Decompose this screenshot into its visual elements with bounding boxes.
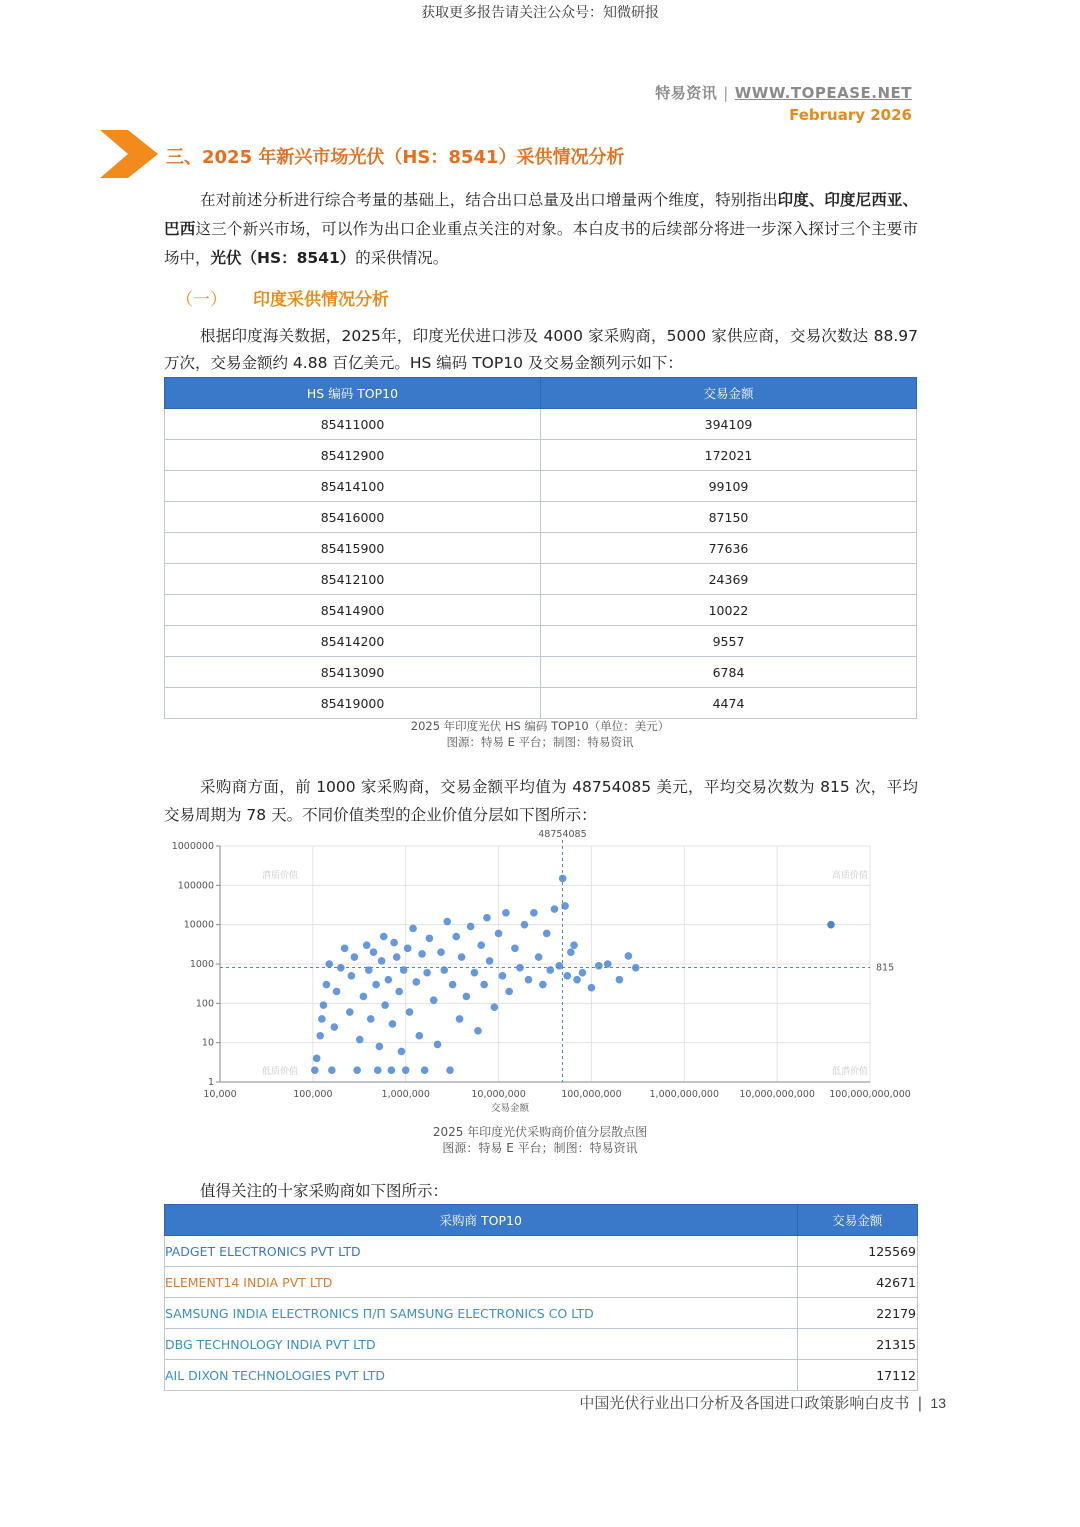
header-brand	[655, 82, 912, 103]
x-tick-label: 1,000,000,000	[649, 1089, 720, 1100]
hs-table-header-row	[165, 378, 917, 409]
data-point	[446, 1066, 454, 1074]
subsection-label: 印度采供情况分析	[253, 290, 389, 310]
table-row	[165, 564, 917, 595]
y-tick-label: 1000	[189, 959, 214, 970]
data-point	[579, 969, 587, 977]
data-point	[346, 1008, 354, 1016]
top-buyers-table	[164, 1204, 918, 1391]
quadrant-label: 低质价值	[261, 1067, 299, 1077]
data-point	[616, 976, 624, 984]
intro-text-2: 这三个新兴市场，可以作为出口企业重点关注的对象。本白皮书的后续部分将进一步深入探讨三个主要市场中，	[164, 220, 918, 267]
intro-text-1: 在对前述分析进行综合考量的基础上，结合出口总量及出口增量两个维度，特别指出	[200, 191, 778, 209]
data-point	[390, 939, 398, 947]
top-buyers-intro	[164, 1177, 918, 1206]
watermark-text: 获取更多报告请关注公众号：知微研报	[421, 5, 659, 21]
amount-cell: 17112	[797, 1360, 917, 1391]
amount-cell: 6784	[541, 657, 917, 688]
hs-code-cell: 85414900	[165, 595, 541, 626]
data-point	[471, 969, 479, 977]
buyers-table-header-amount: 交易金额	[797, 1205, 917, 1236]
mean-x-label: 48754085	[538, 829, 587, 840]
amount-cell: 77636	[541, 533, 917, 564]
y-tick-label: 100	[195, 998, 214, 1010]
data-point	[393, 953, 401, 961]
data-point	[372, 981, 380, 989]
scatter-caption	[0, 1124, 1080, 1156]
data-point	[398, 1048, 406, 1056]
data-point	[323, 981, 331, 989]
data-point	[415, 1032, 423, 1040]
data-point	[404, 945, 412, 953]
hs-code-cell: 85419000	[165, 688, 541, 719]
quadrant-label: 潜质价值	[261, 871, 299, 881]
data-point	[385, 976, 393, 984]
data-point	[412, 978, 420, 986]
intro-paragraph	[164, 186, 918, 273]
table-row	[165, 626, 917, 657]
intro-text-3: 的采供情况。	[355, 249, 449, 267]
top-buyers-intro-text: 值得关注的十家采购商如下图所示：	[200, 1182, 449, 1200]
brand-name: 特易资讯	[655, 84, 718, 102]
data-point	[551, 905, 559, 913]
data-point	[430, 996, 438, 1004]
hs-code-cell: 85412100	[165, 564, 541, 595]
buyer-summary-paragraph	[164, 773, 918, 829]
hs-table-caption-title: 2025 年印度光伏 HS 编码 TOP10（单位：美元）	[410, 719, 670, 733]
amount-cell: 4474	[541, 688, 917, 719]
data-point	[502, 909, 510, 917]
amount-cell: 125569	[797, 1236, 917, 1267]
table-row	[165, 440, 917, 471]
table-row	[165, 533, 917, 564]
amount-cell: 9557	[541, 626, 917, 657]
x-axis-title: 交易金额	[490, 1103, 530, 1114]
hs-table-header-amount: 交易金额	[541, 378, 917, 409]
brand-separator: |	[723, 84, 729, 102]
data-point	[409, 925, 417, 933]
table-row	[165, 409, 917, 440]
intro-bold-markets: 印度、印度尼西亚、巴西	[164, 191, 918, 238]
data-point	[570, 941, 578, 949]
data-point	[381, 1001, 389, 1009]
subsection-number: （一）	[176, 290, 227, 310]
data-point	[499, 972, 507, 980]
data-point	[604, 960, 612, 968]
data-point	[402, 1066, 410, 1074]
header-date: February 2026	[789, 106, 912, 124]
hs-code-cell: 85415900	[165, 533, 541, 564]
data-point	[434, 1041, 442, 1049]
data-point	[543, 930, 551, 938]
amount-cell: 394109	[541, 409, 917, 440]
data-point	[333, 988, 341, 996]
data-point	[573, 976, 581, 984]
buyer-value-scatter-chart	[160, 826, 920, 1116]
data-point	[380, 933, 388, 941]
india-summary-paragraph	[164, 323, 918, 377]
data-point	[311, 1066, 319, 1074]
scatter-caption-source: 图源：特易 E 平台；制图：特易资讯	[442, 1141, 638, 1155]
data-point	[539, 981, 547, 989]
table-row	[165, 1267, 918, 1298]
data-point	[370, 948, 378, 956]
data-point	[318, 1015, 326, 1023]
y-tick-label: 1000000	[171, 841, 214, 852]
x-tick-label: 10,000,000	[471, 1089, 526, 1100]
y-tick-label: 10	[201, 1037, 214, 1049]
data-point	[421, 1066, 429, 1074]
data-point	[486, 957, 494, 965]
data-point	[535, 953, 543, 961]
data-point	[588, 984, 596, 992]
hs-code-cell: 85414200	[165, 626, 541, 657]
buyer-name-link[interactable]: DBG TECHNOLOGY INDIA PVT LTD	[165, 1329, 798, 1360]
data-point	[477, 941, 485, 949]
amount-cell: 99109	[541, 471, 917, 502]
x-tick-label: 100,000,000	[561, 1089, 622, 1100]
data-point	[491, 1003, 499, 1011]
hs-code-table	[164, 377, 917, 719]
page-footer	[579, 1392, 946, 1413]
data-point	[483, 914, 491, 922]
data-point	[458, 953, 466, 961]
data-point	[480, 981, 488, 989]
y-tick-label: 10000	[183, 919, 214, 931]
y-tick-label: 100000	[177, 880, 214, 892]
page-number: 13	[930, 1395, 946, 1411]
data-point	[456, 1015, 464, 1023]
table-row	[165, 471, 917, 502]
data-point	[443, 918, 451, 926]
buyer-name-link[interactable]: SAMSUNG INDIA ELECTRONICS П/П SAMSUNG ELECTRONICS CO LTD	[165, 1298, 798, 1329]
data-point	[406, 1008, 414, 1016]
footer-separator: |	[917, 1394, 923, 1412]
data-point	[367, 1015, 375, 1023]
data-point	[351, 953, 359, 961]
subsection-title	[176, 285, 389, 310]
intro-bold-product: 光伏（HS：8541）	[210, 249, 356, 267]
quadrant-label: 高质价值	[831, 871, 869, 881]
data-point	[374, 1066, 382, 1074]
buyer-name-link[interactable]: AIL DIXON TECHNOLOGIES PVT LTD	[165, 1360, 798, 1391]
data-point	[360, 993, 368, 1001]
x-tick-label: 100,000	[293, 1089, 333, 1100]
data-point	[521, 921, 529, 929]
data-point	[495, 930, 503, 938]
amount-cell: 42671	[797, 1267, 917, 1298]
hs-table-header-code: HS 编码 TOP10	[165, 378, 541, 409]
data-point	[376, 1043, 384, 1051]
data-point	[555, 962, 563, 970]
hs-code-cell: 85411000	[165, 409, 541, 440]
data-point	[363, 941, 371, 949]
buyer-summary-text: 采购商方面，前 1000 家采购商，交易金额平均值为 48754085 美元，平均交易次数为 815 次，平均交易周期为 78 天。不同价值类型的企业价值分层如下图所示：	[164, 778, 918, 824]
x-tick-label: 10,000	[203, 1089, 237, 1100]
hs-table-caption-source: 图源：特易 E 平台；制图：特易资讯	[446, 735, 634, 749]
data-point	[525, 976, 533, 984]
hs-code-cell: 85413090	[165, 657, 541, 688]
data-point	[567, 948, 575, 956]
data-point	[330, 1023, 338, 1031]
data-point	[395, 988, 403, 996]
data-point	[463, 993, 471, 1001]
table-row	[165, 595, 917, 626]
data-point	[348, 972, 356, 980]
hs-code-cell: 85416000	[165, 502, 541, 533]
table-row	[165, 657, 917, 688]
table-row	[165, 1329, 918, 1360]
y-tick-label: 1	[207, 1077, 214, 1088]
data-point	[505, 988, 513, 996]
quadrant-label: 低潜价值	[831, 1067, 869, 1077]
outlier-point	[827, 921, 835, 929]
data-point	[511, 945, 519, 953]
table-row	[165, 1360, 918, 1391]
amount-cell: 22179	[797, 1298, 917, 1329]
data-point	[325, 960, 333, 968]
buyer-name-link[interactable]: PADGET ELECTRONICS PVT LTD	[165, 1236, 798, 1267]
footer-title: 中国光伏行业出口分析及各国进口政策影响白皮书	[579, 1394, 910, 1412]
section-title: 三、2025 年新兴市场光伏（HS：8541）采供情况分析	[166, 147, 625, 168]
data-point	[328, 1066, 336, 1074]
data-point	[389, 1020, 397, 1028]
data-point	[449, 981, 457, 989]
data-point	[452, 933, 460, 941]
data-point	[467, 923, 475, 931]
table-row	[165, 502, 917, 533]
india-summary-text: 根据印度海关数据，2025年，印度光伏进口涉及 4000 家采购商，5000 家供应商，交易次数达 88.97 万次，交易金额约 4.88 百亿美元。HS 编码 TOP10 及交易金额列示如下：	[164, 327, 918, 372]
data-point	[418, 950, 426, 958]
x-tick-label: 100,000,000,000	[829, 1089, 911, 1100]
data-point	[353, 1066, 361, 1074]
amount-cell: 10022	[541, 595, 917, 626]
table-row	[165, 688, 917, 719]
data-point	[625, 952, 633, 960]
data-point	[437, 948, 445, 956]
data-point	[313, 1055, 321, 1063]
buyers-table-header-row	[165, 1205, 918, 1236]
x-tick-label: 1,000,000	[381, 1089, 430, 1100]
hs-table-caption	[0, 718, 1080, 750]
buyers-table-header-name: 采购商 TOP10	[165, 1205, 798, 1236]
brand-url-link[interactable]: WWW.TOPEASE.NET	[734, 84, 912, 102]
scatter-caption-title: 2025 年印度光伏采购商价值分层散点图	[432, 1125, 648, 1139]
data-point	[595, 962, 603, 970]
data-point	[378, 957, 386, 965]
hs-code-cell: 85412900	[165, 440, 541, 471]
data-point	[316, 1032, 324, 1040]
data-point	[474, 1027, 482, 1035]
data-point	[423, 969, 431, 977]
data-point	[530, 909, 538, 917]
amount-cell: 87150	[541, 502, 917, 533]
chevron-arrow-icon	[100, 130, 160, 180]
data-point	[564, 972, 572, 980]
buyer-name-link[interactable]: ELEMENT14 INDIA PVT LTD	[165, 1267, 798, 1298]
amount-cell: 21315	[797, 1329, 917, 1360]
hs-code-cell: 85414100	[165, 471, 541, 502]
data-point	[388, 1066, 396, 1074]
amount-cell: 24369	[541, 564, 917, 595]
data-point	[320, 1001, 328, 1009]
table-row	[165, 1298, 918, 1329]
table-row	[165, 1236, 918, 1267]
x-tick-label: 10,000,000,000	[739, 1089, 815, 1100]
mean-y-label: 815	[876, 962, 895, 974]
data-point	[341, 945, 349, 953]
data-point	[426, 935, 434, 943]
data-point	[356, 1036, 364, 1044]
amount-cell: 172021	[541, 440, 917, 471]
